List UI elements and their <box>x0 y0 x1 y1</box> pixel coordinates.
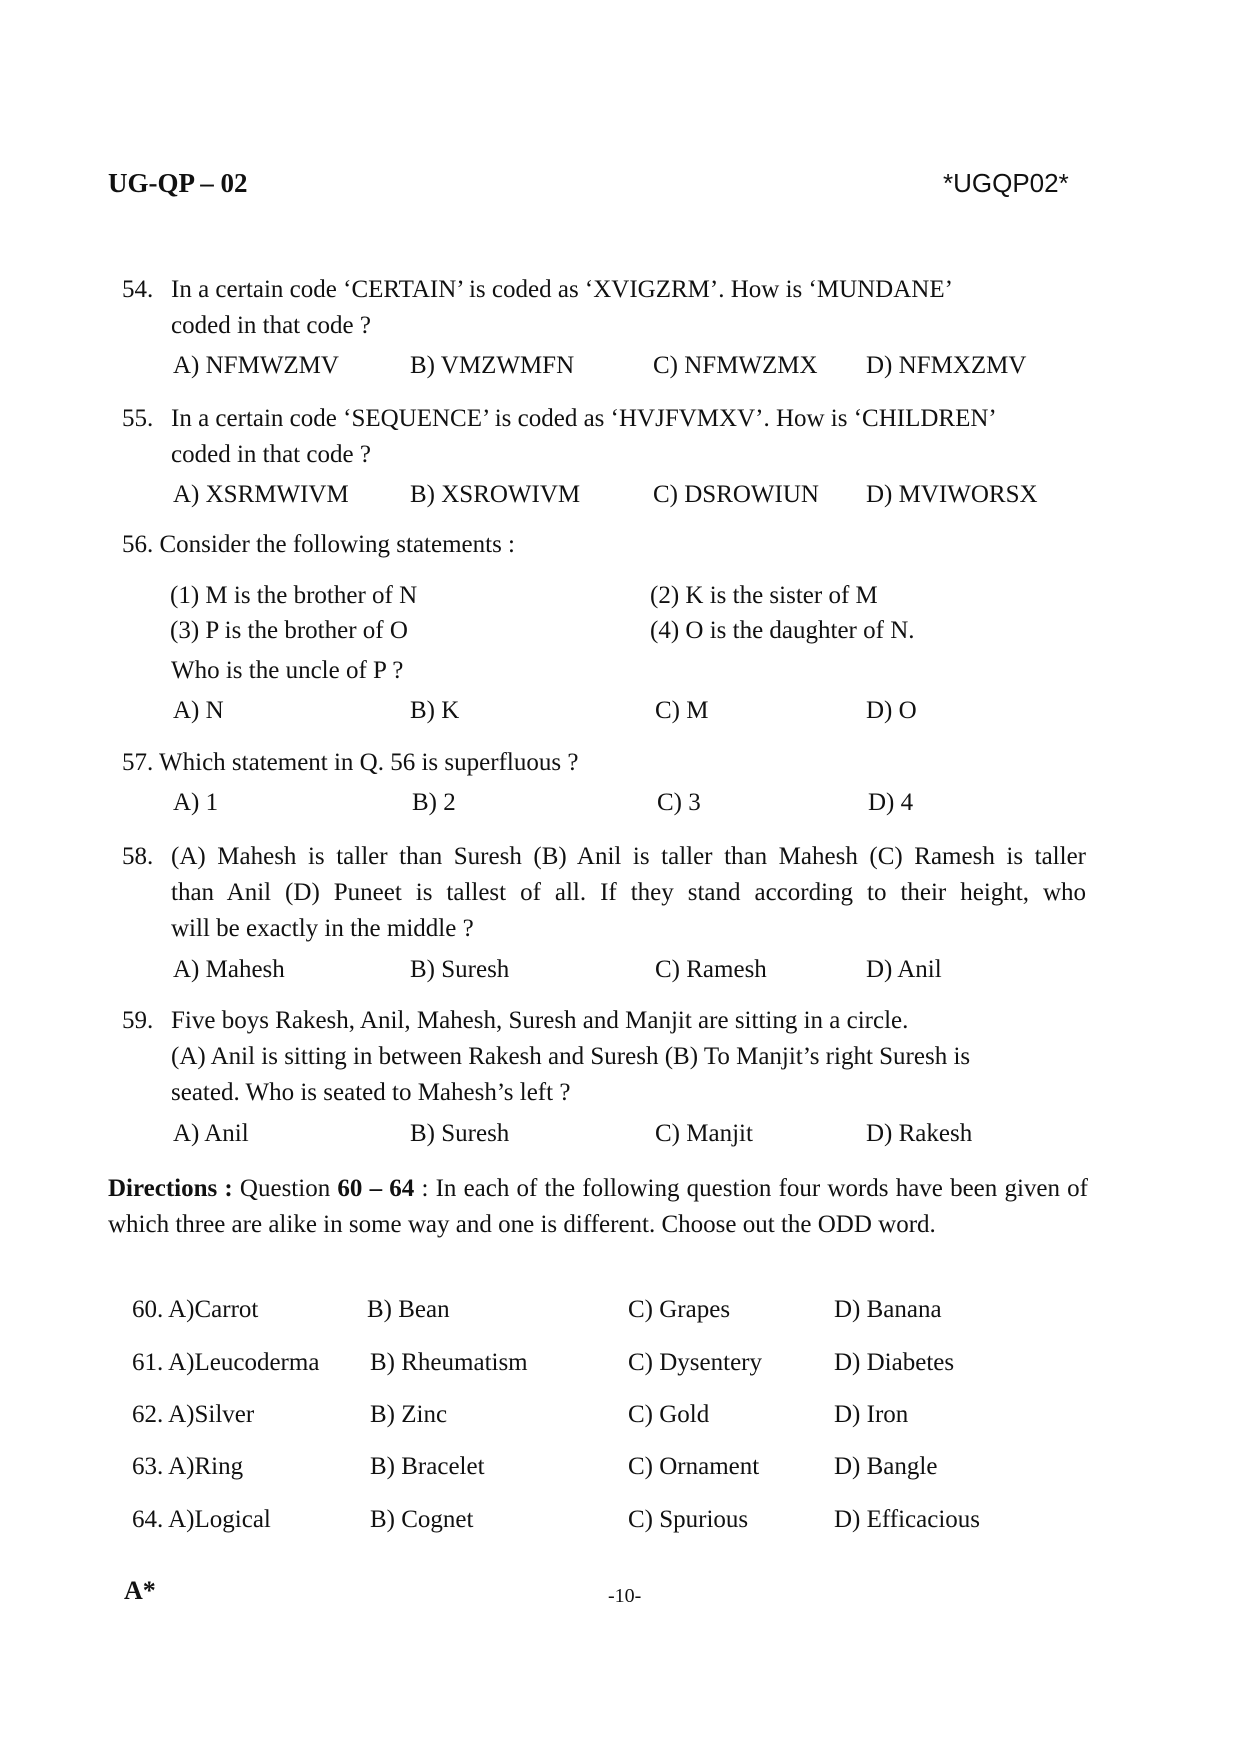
option-b: B) VMZWMFN <box>410 352 575 379</box>
option-a: A) NFMWZMV <box>173 352 339 379</box>
directions-label: Directions : <box>108 1175 233 1202</box>
question-text: Five boys Rakesh, Anil, Mahesh, Suresh and Manjit are sitting in a circle. <box>171 1007 909 1034</box>
option-d: D) Bangle <box>834 1453 938 1480</box>
statement-4: (4) O is the daughter of N. <box>650 617 915 644</box>
option-a: 60. A)Carrot <box>132 1296 259 1323</box>
option-a: A) Anil <box>173 1120 249 1147</box>
page-number: -10- <box>608 1585 642 1607</box>
option-a: 62. A)Silver <box>132 1401 255 1428</box>
question-text: In a certain code ‘SEQUENCE’ is coded as ‘HVJFVMXV’. How is ‘CHILDREN’ <box>171 405 997 432</box>
option-b: B) XSROWIVM <box>410 481 581 508</box>
option-b: B) K <box>410 697 460 724</box>
option-c: C) Dysentery <box>628 1349 762 1376</box>
option-c: C) Ornament <box>628 1453 760 1480</box>
option-b: B) Bracelet <box>370 1453 485 1480</box>
option-c: C) Manjit <box>655 1120 753 1147</box>
question-text: In a certain code ‘CERTAIN’ is coded as ‘XVIGZRM’. How is ‘MUNDANE’ <box>171 276 953 303</box>
option-b: B) Rheumatism <box>370 1349 528 1376</box>
option-c: C) Spurious <box>628 1506 749 1533</box>
statement-1: (1) M is the brother of N <box>170 582 418 609</box>
option-d: D) 4 <box>868 789 914 816</box>
option-d: D) O <box>866 697 917 724</box>
option-d: D) Rakesh <box>866 1120 973 1147</box>
question-text: (A) Mahesh is taller than Suresh (B) Anil is taller than Mahesh (C) Ramesh is taller <box>171 843 1086 870</box>
statement-2: (2) K is the sister of M <box>650 582 878 609</box>
option-c: C) Grapes <box>628 1296 731 1323</box>
option-d: D) Banana <box>834 1296 942 1323</box>
option-a: 63. A)Ring <box>132 1453 244 1480</box>
option-a: A) N <box>173 697 224 724</box>
statement-3: (3) P is the brother of O <box>170 617 408 644</box>
option-d: D) Iron <box>834 1401 909 1428</box>
option-c: C) Ramesh <box>655 956 767 983</box>
option-b: B) Suresh <box>410 1120 510 1147</box>
option-d: D) Diabetes <box>834 1349 955 1376</box>
option-d: D) NFMXZMV <box>866 352 1027 379</box>
question-text: seated. Who is seated to Mahesh’s left ? <box>171 1079 571 1106</box>
option-c: C) Gold <box>628 1401 710 1428</box>
question-text: 56. Consider the following statements : <box>122 531 516 558</box>
directions-paragraph: Directions : Question 60 – 64 : In each of the following question four words have been given of which three are alike in some way and one is different. Choose out the ODD word. <box>108 1175 1088 1238</box>
question-text: coded in that code ? <box>171 441 371 468</box>
question-text: (A) Anil is sitting in between Rakesh and Suresh (B) To Manjit’s right Suresh is <box>171 1043 971 1070</box>
option-a: 64. A)Logical <box>132 1506 271 1533</box>
option-d: D) MVIWORSX <box>866 481 1038 508</box>
option-b: B) 2 <box>412 789 456 816</box>
question-text: coded in that code ? <box>171 312 371 339</box>
option-b: B) Suresh <box>410 956 510 983</box>
header-barcode-text: *UGQP02* <box>943 168 1069 198</box>
option-a: A) Mahesh <box>173 956 285 983</box>
question-text: Who is the uncle of P ? <box>171 657 404 684</box>
option-c: C) M <box>655 697 709 724</box>
question-number: 58. <box>122 843 154 870</box>
question-text: will be exactly in the middle ? <box>171 915 474 942</box>
footer-mark: A* <box>124 1576 156 1605</box>
option-a: A) 1 <box>173 789 219 816</box>
option-d: D) Efficacious <box>834 1506 981 1533</box>
question-number: 55. <box>122 405 154 432</box>
question-range: 60 – 64 <box>337 1175 415 1202</box>
question-text: than Anil (D) Puneet is tallest of all. If they stand according to their height, who <box>171 879 1086 906</box>
option-d: D) Anil <box>866 956 942 983</box>
option-a: A) XSRMWIVM <box>173 481 349 508</box>
option-b: B) Bean <box>367 1296 450 1323</box>
option-c: C) DSROWIUN <box>653 481 819 508</box>
option-b: B) Zinc <box>370 1401 448 1428</box>
option-a: 61. A)Leucoderma <box>132 1349 320 1376</box>
question-text: 57. Which statement in Q. 56 is superfluous ? <box>122 749 579 776</box>
header-code: UG-QP – 02 <box>108 168 248 198</box>
question-number: 54. <box>122 276 154 303</box>
option-c: C) NFMWZMX <box>653 352 818 379</box>
option-b: B) Cognet <box>370 1506 474 1533</box>
option-c: C) 3 <box>657 789 701 816</box>
question-number: 59. <box>122 1007 154 1034</box>
